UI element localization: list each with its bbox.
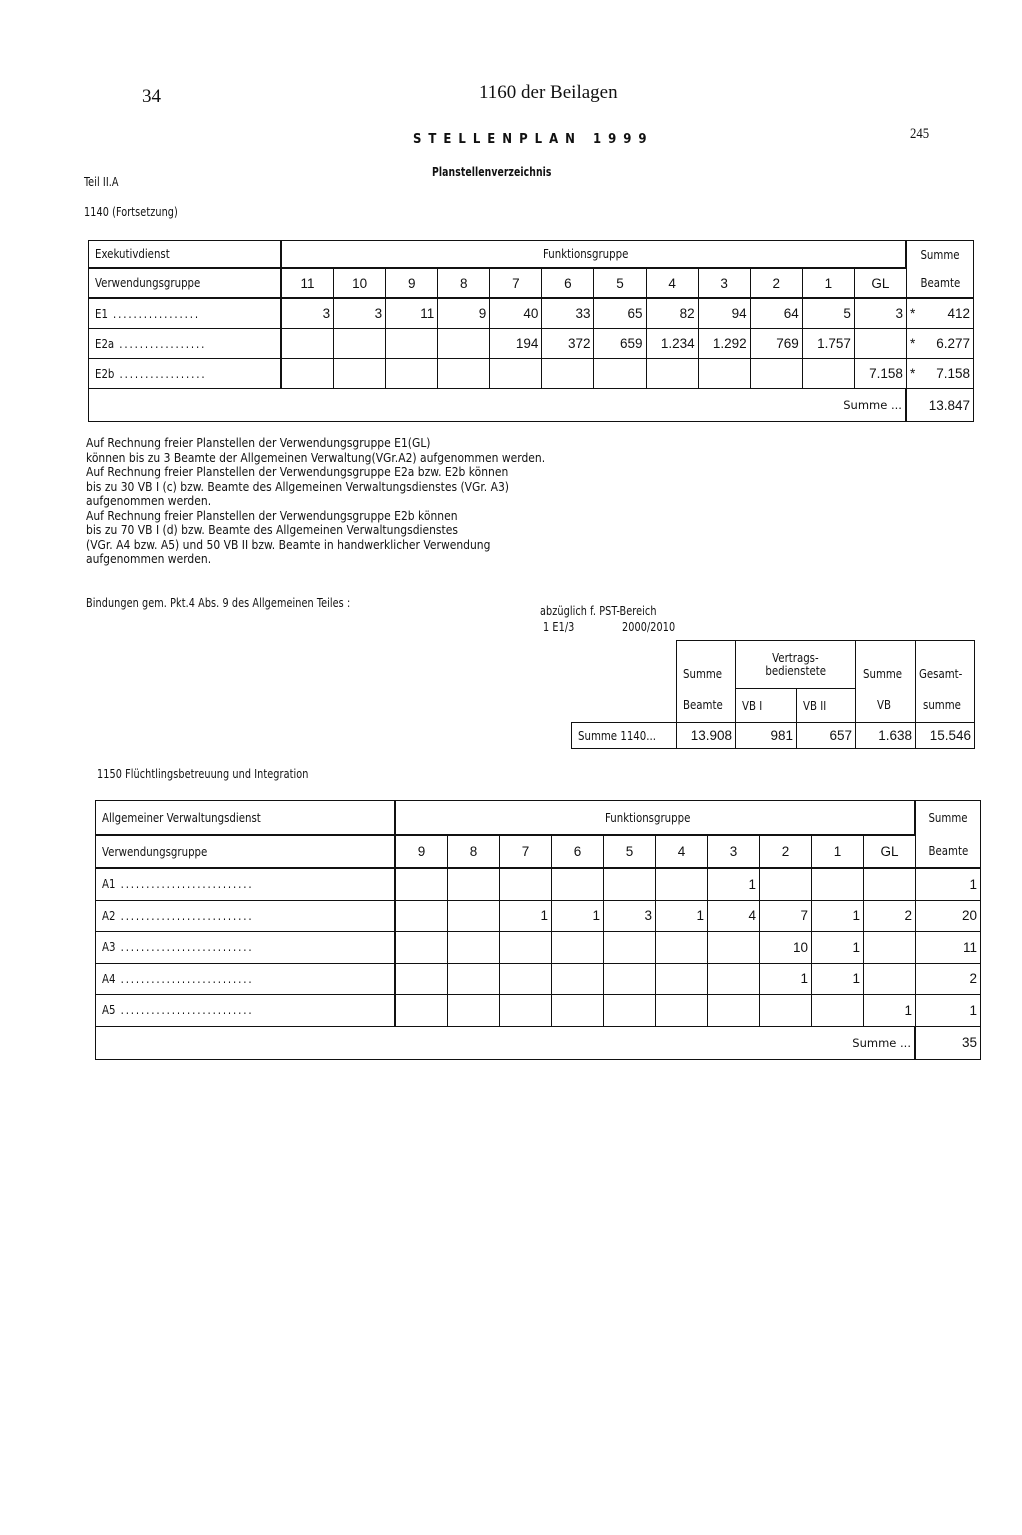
pst-note-line2-right: 2000/2010 [622,619,676,634]
table-cell [499,963,552,996]
table-cell [863,931,916,964]
note-line: können bis zu 3 Beamte der Allgemeinen Verwaltung(VGr.A2) aufgenommen werden. [86,449,546,465]
total-label: Summe ... [88,388,906,422]
row-label-code: A3 [102,940,116,955]
funktionsgruppe-header [395,800,915,835]
table-cell: 1.757 [802,328,855,359]
total-value: 35 [915,1026,981,1061]
service-label [95,800,395,835]
summary-header-summe-vb: Summe [855,640,916,689]
table-cell: 1 [499,900,552,933]
table-cell: 64 [750,298,803,329]
summary-value-summe-vb: 1.638 [855,722,916,749]
row-label [95,931,395,964]
summe-beamte-header-text: Beamte [928,843,968,858]
table-cell [499,868,552,901]
table-cell: 1.292 [698,328,751,359]
summary-value-gesamtsumme: 15.546 [915,722,975,749]
row-label-code: E1 [95,306,108,321]
table-cell [447,868,500,901]
summary-value-vb2: 657 [796,722,856,749]
table-cell [655,931,708,964]
row-sum-value: 7.158 [936,366,970,381]
summary-header-vb1: VB I [735,688,797,723]
table-cell: 7 [759,900,812,933]
table-cell: 1.234 [646,328,699,359]
notes-1140 [86,436,545,567]
summe-beamte-header [915,800,981,868]
table-cell: 1 [811,900,864,933]
table-cell [395,868,448,901]
summary-header-beamte: Beamte [676,688,736,723]
funktionsgruppe-header-text: Funktionsgruppe [543,247,629,261]
summary-header-vertragsbedienstete: Vertrags- bedienstete [735,640,856,689]
note-line: Auf Rechnung freier Planstellen der Verwendungsgruppe E2a bzw. E2b können [86,464,509,479]
table-cell: 1 [551,900,604,933]
page-number-left: 34 [142,86,161,107]
row-sum [906,328,974,359]
verwendungsgruppe-label [88,268,281,298]
table-cell: 1 [655,900,708,933]
table-cell [655,868,708,901]
column-header: 8 [447,835,500,868]
row-label [95,963,395,996]
table-cell [707,963,760,996]
row-sum-value: 6.277 [936,336,970,351]
column-header: 7 [489,268,542,298]
table-cell [333,358,386,389]
column-header: 6 [551,835,604,868]
table-cell [437,328,490,359]
funktionsgruppe-header [281,240,906,268]
table-cell: 3 [333,298,386,329]
column-header: 4 [655,835,708,868]
summe-beamte-header-text: Summe [920,248,960,262]
table-cell [395,900,448,933]
note-line: aufgenommen werden. [86,493,212,508]
table-cell: 1 [759,963,812,996]
table-cell: 3 [854,298,907,329]
document-subtitle: Planstellenverzeichnis [432,165,552,179]
column-header: GL [854,268,907,298]
table-cell: 65 [593,298,646,329]
table-cell [811,994,864,1027]
note-line: aufgenommen werden. [86,551,212,566]
column-header: 9 [385,268,438,298]
leader-dots: ................. [107,306,200,321]
summary-header-summe: summe [915,688,975,723]
publication-title: 1160 der Beilagen [479,82,618,103]
verwendungsgruppe-label-text: Verwendungsgruppe [95,276,201,290]
summary-header-vb: VB [855,688,916,723]
row-label-code: A4 [102,971,116,986]
row-label [95,868,395,901]
column-header: GL [863,835,916,868]
column-header: 1 [811,835,864,868]
row-label-text [95,307,200,321]
summary-value-summe-beamte: 13.908 [676,722,736,749]
table-cell: 194 [489,328,542,359]
total-label: Summe ... [95,1026,915,1061]
table-cell [802,358,855,389]
row-sum: 20 [915,900,981,933]
table-cell [551,994,604,1027]
table-cell: 10 [759,931,812,964]
row-sum: 11 [915,931,981,964]
summary-row-label: Summe 1140... [571,722,677,749]
pst-note-line2-left: 1 E1/3 [543,619,575,634]
row-label [95,994,395,1027]
column-header: 5 [593,268,646,298]
leader-dots: ................. [114,366,207,381]
table-cell: 94 [698,298,751,329]
table-cell [541,358,594,389]
pst-note-line1: abzüglich f. PST-Bereich [540,603,657,618]
table-cell [655,994,708,1027]
table-cell [499,931,552,964]
note-line: Auf Rechnung freier Planstellen der Verwendungsgruppe E1(GL) [86,435,431,450]
table-cell: 9 [437,298,490,329]
table-cell [385,358,438,389]
asterisk-marker: * [909,306,916,321]
row-sum [906,298,974,329]
total-value: 13.847 [906,388,974,422]
table-cell: 40 [489,298,542,329]
table-cell [281,328,334,359]
row-sum [906,358,974,389]
table-cell [395,931,448,964]
table-cell: 769 [750,328,803,359]
table-cell: 1 [863,994,916,1027]
table-cell: 2 [863,900,916,933]
table-cell [551,931,604,964]
row-label [88,328,281,359]
table-cell [593,358,646,389]
row-label-text [102,972,253,986]
table-cell: 1 [811,963,864,996]
row-sum: 2 [915,963,981,996]
table-cell: 372 [541,328,594,359]
table-cell [333,328,386,359]
column-header: 10 [333,268,386,298]
row-sum: 1 [915,994,981,1027]
table-cell [603,868,656,901]
table-cell [698,358,751,389]
table-cell [447,931,500,964]
table-cell [863,963,916,996]
table-cell [646,358,699,389]
summary-header-summe-beamte: Summe [676,640,736,689]
table-cell [603,963,656,996]
column-header: 3 [707,835,760,868]
table-cell [707,931,760,964]
column-header: 4 [646,268,699,298]
asterisk-marker: * [909,336,916,351]
table-cell: 82 [646,298,699,329]
table-cell [707,994,760,1027]
note-line: bis zu 70 VB I (d) bzw. Beamte des Allgemeinen Verwaltungsdienstes [86,522,458,537]
row-label-code: E2b [95,366,115,381]
summary-header-gesamt: Gesamt- [915,640,975,689]
table-cell [551,963,604,996]
asterisk-marker: * [909,366,916,381]
table-cell [759,994,812,1027]
table-cell: 659 [593,328,646,359]
row-label-text [95,367,206,381]
row-sum-value: 412 [947,306,970,321]
column-header: 2 [750,268,803,298]
table-cell [603,994,656,1027]
table-cell [655,963,708,996]
column-header: 11 [281,268,334,298]
verwendungsgruppe-label-text: Verwendungsgruppe [102,844,208,859]
leader-dots: .......................... [115,971,254,986]
row-label [88,298,281,329]
table-cell [489,358,542,389]
verwendungsgruppe-label [95,835,395,868]
row-label-code: E2a [95,336,115,351]
table-cell: 11 [385,298,438,329]
part-label: Teil II.A [84,174,119,189]
table-cell [551,868,604,901]
table-cell: 33 [541,298,594,329]
column-header: 8 [437,268,490,298]
summe-beamte-header-text: Beamte [920,276,960,290]
table-cell: 7.158 [854,358,907,389]
table-cell: 3 [603,900,656,933]
summe-beamte-header [906,240,974,298]
row-sum: 1 [915,868,981,901]
leader-dots: .......................... [115,877,254,892]
note-line: (VGr. A4 bzw. A5) und 50 VB II bzw. Beamte in handwerklicher Verwendung [86,536,491,552]
table-cell [759,868,812,901]
table-cell [499,994,552,1027]
summe-beamte-header-text: Summe [928,810,968,825]
service-label [88,240,281,268]
column-header: 7 [499,835,552,868]
table-cell [447,963,500,996]
column-header: 2 [759,835,812,868]
table-cell [281,358,334,389]
row-label-code: A1 [102,877,116,892]
table-cell: 5 [802,298,855,329]
bindungen-note: Bindungen gem. Pkt.4 Abs. 9 des Allgemeinen Teiles : [86,595,351,610]
row-label-code: A2 [102,908,116,923]
row-label-text [102,1003,253,1017]
column-header: 9 [395,835,448,868]
table-cell: 1 [811,931,864,964]
service-label-text: Exekutivdienst [95,247,170,261]
table-cell: 1 [707,868,760,901]
table-cell: 4 [707,900,760,933]
section-1150-title: 1150 Flüchtlingsbetreuung und Integration [97,766,309,781]
row-label-text [95,337,206,351]
table-cell [863,868,916,901]
leader-dots: .......................... [115,940,254,955]
funktionsgruppe-header-text: Funktionsgruppe [604,810,691,825]
column-header: 5 [603,835,656,868]
column-header: 6 [541,268,594,298]
note-line: Auf Rechnung freier Planstellen der Verwendungsgruppe E2b können [86,507,458,523]
column-header: 3 [698,268,751,298]
summary-header-vb2: VB II [796,688,856,723]
leader-dots: ................. [114,336,207,351]
table-cell [447,994,500,1027]
note-line: bis zu 30 VB I (c) bzw. Beamte des Allgemeinen Verwaltungsdienstes (VGr. A3) [86,478,509,494]
table-cell [750,358,803,389]
summary-value-vb1: 981 [735,722,797,749]
table-cell [811,868,864,901]
table-cell [395,963,448,996]
table-cell [447,900,500,933]
row-label-text [102,909,253,923]
table-cell [395,994,448,1027]
service-label-text: Allgemeiner Verwaltungsdienst [102,810,261,825]
table-cell [603,931,656,964]
leader-dots: .......................... [115,908,254,923]
column-header: 1 [802,268,855,298]
table-cell [854,328,907,359]
row-label-text [102,877,253,891]
row-label-code: A5 [102,1003,116,1018]
row-label [88,358,281,389]
leader-dots: .......................... [115,1003,254,1018]
table-cell [437,358,490,389]
table-cell: 3 [281,298,334,329]
section-label: 1140 (Fortsetzung) [84,204,178,219]
row-label [95,900,395,933]
row-label-text [102,940,253,954]
page-number-right: 245 [910,126,930,142]
table-cell [385,328,438,359]
document-title: STELLENPLAN 1999 [413,132,654,147]
